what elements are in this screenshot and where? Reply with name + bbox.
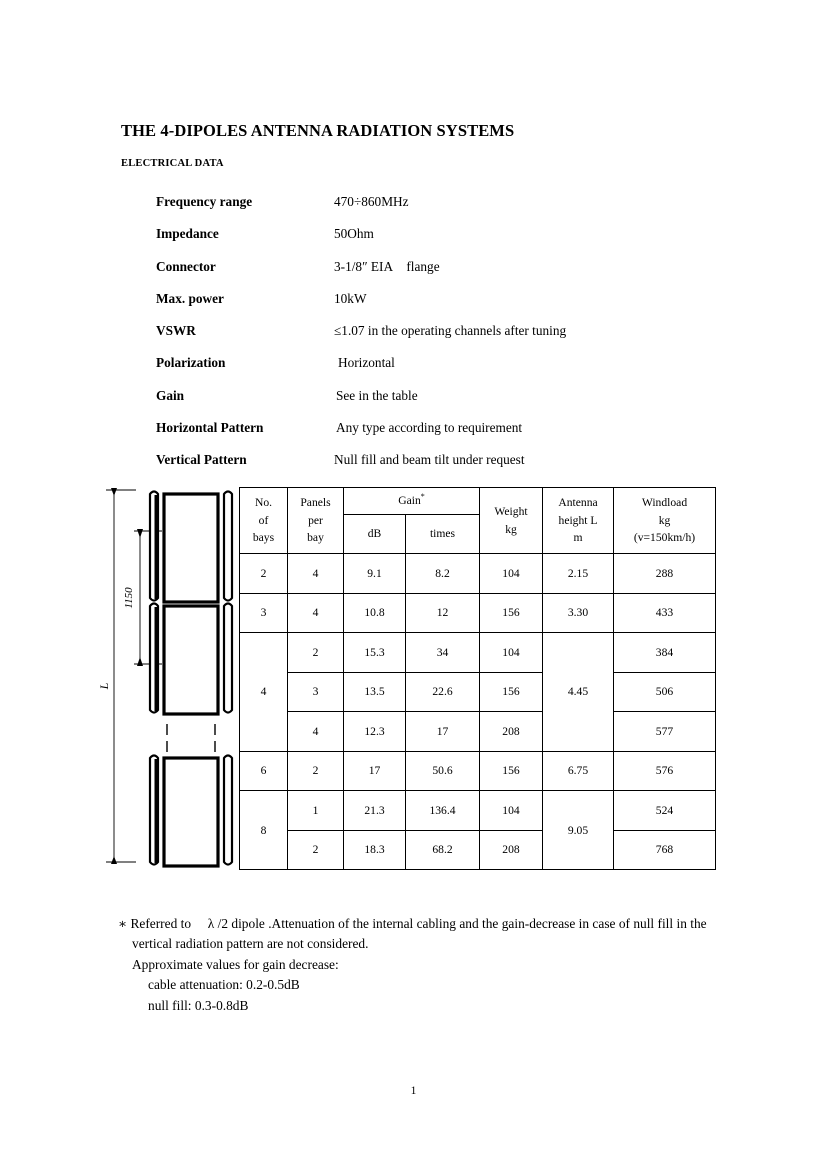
cell-gain-db: 9.1 xyxy=(344,554,406,594)
spec-value: See in the table xyxy=(336,387,418,403)
footnote-line-null-fill: null fill: 0.3-0.8dB xyxy=(148,997,249,1013)
table-header-row-1 xyxy=(240,488,716,515)
header-antenna-height xyxy=(543,488,614,554)
cell-panels: 3 xyxy=(288,672,344,712)
table-row xyxy=(240,712,716,752)
cell-gain-times: 8.2 xyxy=(406,554,480,594)
cell-panels: 4 xyxy=(288,712,344,752)
header-line: height L xyxy=(558,513,598,527)
cell-panels: 2 xyxy=(288,830,344,870)
cell-gain-db: 21.3 xyxy=(344,791,406,831)
cell-gain-times: 50.6 xyxy=(406,751,480,791)
header-panels-per-bay xyxy=(288,488,344,554)
spec-row-vertical-pattern xyxy=(156,444,756,476)
spec-label: Vertical Pattern xyxy=(156,452,247,468)
header-line: bays xyxy=(252,531,275,545)
cell-weight: 208 xyxy=(480,712,543,752)
table-body xyxy=(240,554,716,870)
cell-panels: 1 xyxy=(288,791,344,831)
cell-windload: 288 xyxy=(614,554,716,594)
spec-row-horizontal-pattern xyxy=(156,412,756,444)
spec-label: Polarization xyxy=(156,355,226,371)
spec-label: Horizontal Pattern xyxy=(156,420,264,436)
cell-gain-times: 17 xyxy=(406,712,480,752)
cell-gain-db: 10.8 xyxy=(344,593,406,633)
cell-windload: 524 xyxy=(614,791,716,831)
cell-bays: 2 xyxy=(240,554,288,594)
cell-gain-db: 13.5 xyxy=(344,672,406,712)
spec-label: Connector xyxy=(156,258,216,274)
cell-gain-times: 136.4 xyxy=(406,791,480,831)
cell-bays: 4 xyxy=(240,633,288,752)
spec-label: Impedance xyxy=(156,226,219,242)
table-row xyxy=(240,554,716,594)
spec-label: VSWR xyxy=(156,323,196,339)
cell-weight: 104 xyxy=(480,554,543,594)
cell-panels: 4 xyxy=(288,593,344,633)
header-gain-label: Gain xyxy=(398,494,421,508)
header-gain xyxy=(344,488,480,515)
diagram-dimension-bay-spacing: 1150 xyxy=(123,587,135,609)
header-no-of-bays xyxy=(240,488,288,554)
header-line: bay xyxy=(307,531,324,545)
cell-gain-times: 68.2 xyxy=(406,830,480,870)
spec-row-polarization xyxy=(156,347,756,379)
footnote-line-cable-attenuation: cable attenuation: 0.2-0.5dB xyxy=(148,977,300,993)
spec-value: Null fill and beam tilt under request xyxy=(334,452,525,468)
header-line: (v=150km/h) xyxy=(633,531,696,545)
header-line: Panels xyxy=(300,495,331,509)
header-line: kg xyxy=(658,513,671,527)
spec-label: Frequency range xyxy=(156,194,253,209)
table-header xyxy=(240,488,716,554)
cell-weight: 104 xyxy=(480,791,543,831)
table-row xyxy=(240,751,716,791)
table-row xyxy=(240,672,716,712)
cell-windload: 577 xyxy=(614,712,716,752)
spec-row-frequency-range xyxy=(156,186,756,218)
spec-row-impedance xyxy=(156,218,756,250)
cell-bays: 6 xyxy=(240,751,288,791)
cell-antenna-height: 3.30 xyxy=(543,593,614,633)
cell-panels: 2 xyxy=(288,751,344,791)
header-line: kg xyxy=(505,522,517,536)
footnote-line-approximate: Approximate values for gain decrease: xyxy=(132,956,339,972)
cell-gain-db: 17 xyxy=(344,751,406,791)
header-line: m xyxy=(573,531,583,545)
table-row xyxy=(240,593,716,633)
spec-row-max-power xyxy=(156,283,756,315)
spec-value: ≤1.07 in the operating channels after tuning xyxy=(334,323,567,339)
cell-gain-times: 34 xyxy=(406,633,480,673)
cell-antenna-height: 9.05 xyxy=(543,791,614,870)
table-row xyxy=(240,830,716,870)
cell-weight: 208 xyxy=(480,830,543,870)
spec-row-vswr xyxy=(156,315,756,347)
header-line: Weight xyxy=(494,504,528,518)
header-line: of xyxy=(258,513,269,527)
cell-windload: 768 xyxy=(614,830,716,870)
footnote-block xyxy=(118,914,718,1016)
cell-windload: 433 xyxy=(614,593,716,633)
table-row xyxy=(240,633,716,673)
cell-gain-db: 15.3 xyxy=(344,633,406,673)
cell-antenna-height: 4.45 xyxy=(543,633,614,752)
cell-gain-db: 12.3 xyxy=(344,712,406,752)
spec-value: 10kW xyxy=(334,290,367,306)
cell-weight: 104 xyxy=(480,633,543,673)
cell-windload: 576 xyxy=(614,751,716,791)
cell-antenna-height: 2.15 xyxy=(543,554,614,594)
spec-row-gain xyxy=(156,380,756,412)
spec-value: 3-1/8″ EIA flange xyxy=(334,258,440,274)
cell-windload: 506 xyxy=(614,672,716,712)
spec-value: 470÷860MHz xyxy=(334,194,409,209)
cell-gain-times: 22.6 xyxy=(406,672,480,712)
spec-value: Any type according to requirement xyxy=(336,420,523,436)
header-line: per xyxy=(308,513,323,527)
spec-row-connector xyxy=(156,251,756,283)
header-gain-db: dB xyxy=(344,515,406,554)
antenna-elevation-diagram xyxy=(96,486,244,886)
cell-antenna-height: 6.75 xyxy=(543,751,614,791)
diagram-dimension-total-height: L xyxy=(97,682,111,690)
spec-label: Gain xyxy=(156,387,185,403)
header-weight xyxy=(480,488,543,554)
antenna-diagram-svg xyxy=(96,486,244,886)
cell-panels: 4 xyxy=(288,554,344,594)
cell-windload: 384 xyxy=(614,633,716,673)
antenna-specification-table-container xyxy=(239,487,716,870)
page-title: THE 4-DIPOLES ANTENNA RADIATION SYSTEMS xyxy=(121,121,515,141)
header-gain-times: times xyxy=(406,515,480,554)
cell-bays: 8 xyxy=(240,791,288,870)
cell-gain-times: 12 xyxy=(406,593,480,633)
header-windload xyxy=(614,488,716,554)
section-heading-electrical-data: ELECTRICAL DATA xyxy=(121,158,224,169)
header-gain-footnote-marker: * xyxy=(420,492,425,502)
spec-label: Max. power xyxy=(156,290,224,306)
antenna-specification-table xyxy=(239,487,716,870)
cell-gain-db: 18.3 xyxy=(344,830,406,870)
spec-value: 50Ohm xyxy=(334,226,374,242)
cell-weight: 156 xyxy=(480,593,543,633)
spec-value: Horizontal xyxy=(338,355,395,371)
cell-weight: 156 xyxy=(480,672,543,712)
cell-bays: 3 xyxy=(240,593,288,633)
header-line: No. xyxy=(254,495,273,509)
header-line: Antenna xyxy=(558,495,598,509)
page-number: 1 xyxy=(410,1085,417,1097)
footnote-line-reference: ∗ Referred to λ /2 dipole .Attenuation of the internal cabling and the gain-decrease in case of null fill in the vertical radiation pattern are not considered. xyxy=(118,916,707,952)
specification-list xyxy=(156,186,756,477)
cell-weight: 156 xyxy=(480,751,543,791)
header-line: Windload xyxy=(641,495,688,509)
table-row xyxy=(240,791,716,831)
cell-panels: 2 xyxy=(288,633,344,673)
